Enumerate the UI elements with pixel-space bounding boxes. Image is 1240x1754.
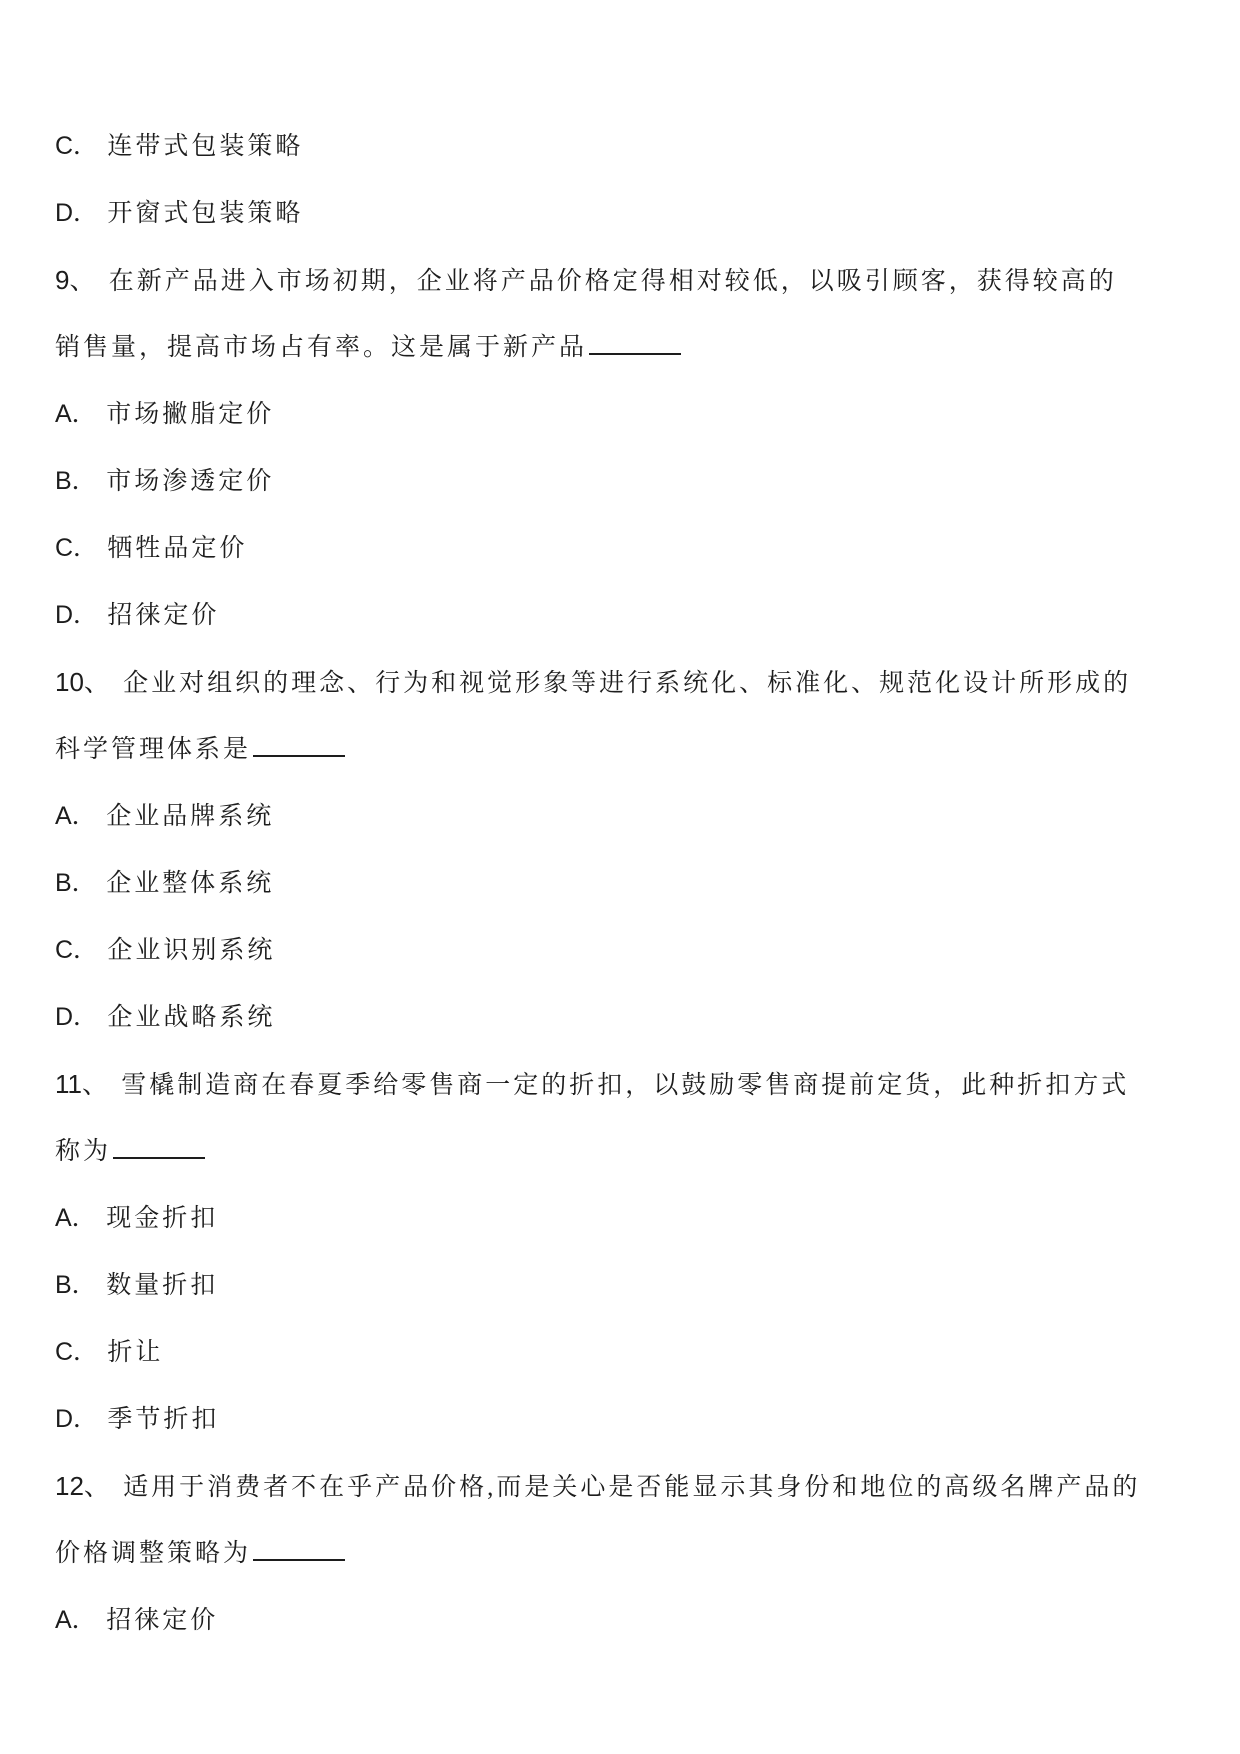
question-stem-line <box>55 1470 1185 1503</box>
option-label: B． <box>55 1271 97 1299</box>
option-text: 企业战略系统 <box>107 1004 276 1031</box>
question-stem-line <box>55 1068 1185 1101</box>
question-stem-text: 在新产品进入市场初期，企业将产品价格定得相对较低，以吸引顾客，获得较高的 <box>108 268 1117 295</box>
question-stem-line <box>55 264 1185 297</box>
option-line <box>55 398 1185 431</box>
question-number: 9、 <box>55 265 96 295</box>
option-label: D． <box>55 199 99 227</box>
option-text: 招徕定价 <box>106 1607 219 1634</box>
option-label: B． <box>55 869 97 897</box>
option-label: A． <box>55 802 97 830</box>
question-stem-text: 销售量，提高市场占有率。这是属于新产品 <box>55 334 588 361</box>
option-line <box>55 1336 1185 1369</box>
option-text: 企业品牌系统 <box>106 803 275 830</box>
option-label: D． <box>55 1405 99 1433</box>
option-text: 企业整体系统 <box>106 870 275 897</box>
option-text: 企业识别系统 <box>107 937 276 964</box>
question-stem-continuation <box>55 1537 1185 1570</box>
question-stem-continuation <box>55 1135 1185 1168</box>
option-text: 数量折扣 <box>106 1272 219 1299</box>
question-stem-text: 雪橇制造商在春夏季给零售商一定的折扣，以鼓励零售商提前定货，此种折扣方式 <box>121 1072 1130 1099</box>
option-text: 季节折扣 <box>107 1406 220 1433</box>
option-label: C． <box>55 936 99 964</box>
question-stem-continuation <box>55 331 1185 364</box>
option-label: C． <box>55 132 99 160</box>
question-stem-text: 企业对组织的理念、行为和视觉形象等进行系统化、标准化、规范化设计所形成的 <box>123 670 1132 697</box>
option-line <box>55 599 1185 632</box>
option-text: 牺牲品定价 <box>107 535 248 562</box>
answer-blank <box>253 733 345 757</box>
option-text: 开窗式包装策略 <box>107 200 304 227</box>
option-label: D． <box>55 601 99 629</box>
option-label: A． <box>55 1606 97 1634</box>
option-line <box>55 934 1185 967</box>
question-number: 12、 <box>55 1471 110 1501</box>
option-line <box>55 1202 1185 1235</box>
answer-blank <box>253 1537 345 1561</box>
option-line <box>55 1403 1185 1436</box>
option-line <box>55 1269 1185 1302</box>
option-text: 折让 <box>107 1339 164 1366</box>
question-stem-text: 适用于消费者不在乎产品价格,而是关心是否能显示其身份和地位的高级名牌产品的 <box>123 1474 1141 1501</box>
option-line <box>55 1604 1185 1637</box>
question-stem-text: 价格调整策略为 <box>55 1540 252 1567</box>
option-line <box>55 532 1185 565</box>
question-stem-line <box>55 666 1185 699</box>
question-number: 10、 <box>55 667 110 697</box>
question-stem-text: 科学管理体系是 <box>55 736 252 763</box>
option-label: C． <box>55 1338 99 1366</box>
option-line <box>55 867 1185 900</box>
question-stem-continuation <box>55 733 1185 766</box>
question-stem-text: 称为 <box>55 1138 112 1165</box>
option-text: 招徕定价 <box>107 602 220 629</box>
option-line <box>55 800 1185 833</box>
option-text: 市场渗透定价 <box>106 468 275 495</box>
option-text: 连带式包装策略 <box>107 133 304 160</box>
option-line <box>55 130 1185 163</box>
answer-blank <box>589 331 681 355</box>
option-label: D． <box>55 1003 99 1031</box>
option-text: 市场撇脂定价 <box>106 401 275 428</box>
option-line <box>55 197 1185 230</box>
option-line <box>55 465 1185 498</box>
option-label: B． <box>55 467 97 495</box>
answer-blank <box>113 1135 205 1159</box>
option-line <box>55 1001 1185 1034</box>
option-label: A． <box>55 1204 97 1232</box>
option-text: 现金折扣 <box>106 1205 219 1232</box>
option-label: C． <box>55 534 99 562</box>
question-number: 11、 <box>55 1069 108 1099</box>
option-label: A． <box>55 400 97 428</box>
